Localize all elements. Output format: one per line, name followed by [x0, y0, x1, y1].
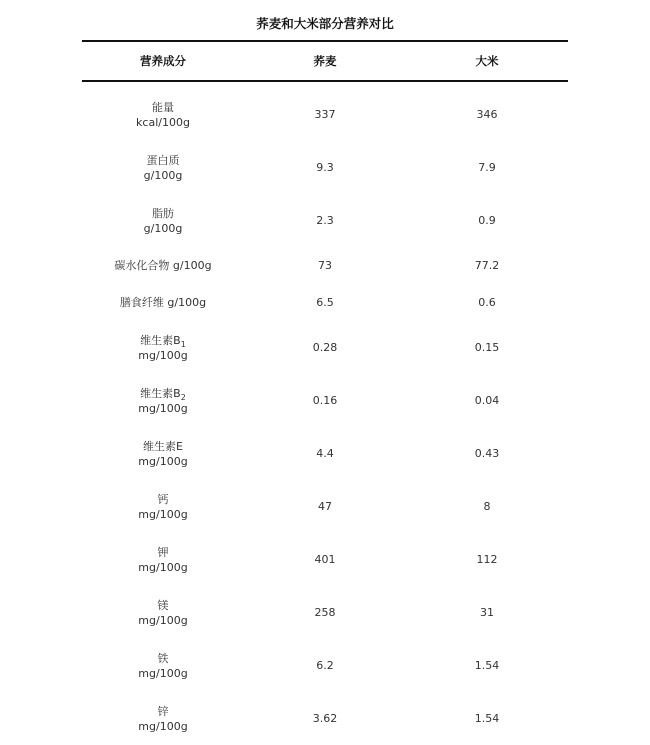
nutrient-unit: mg/100g — [138, 454, 188, 468]
nutrient-unit-line — [82, 221, 244, 236]
nutrient-unit-line — [82, 560, 244, 575]
nutrient-label-line — [82, 386, 244, 401]
header-buckwheat: 荞麦 — [313, 53, 337, 68]
rice-value: 0.6 — [478, 296, 496, 309]
nutrient-name: 维生素B — [140, 386, 181, 400]
nutrient-name-cell — [82, 295, 244, 310]
nutrient-unit: mg/100g — [138, 348, 188, 362]
page-title: 荞麦和大米部分营养对比 — [256, 16, 394, 31]
nutrient-unit: g/100g — [143, 168, 183, 182]
nutrient-name-cell — [82, 333, 244, 363]
rice-value: 346 — [476, 108, 498, 121]
rice-value: 8 — [483, 500, 491, 513]
nutrient-label-line — [82, 598, 244, 613]
nutrient-label-line — [82, 651, 244, 666]
nutrient-name-cell — [82, 258, 244, 273]
table-row — [82, 321, 568, 374]
nutrient-label-line — [82, 153, 244, 168]
rice-value: 1.54 — [474, 659, 500, 672]
nutrient-name: 蛋白质 — [146, 153, 180, 167]
nutrient-name-cell — [82, 100, 244, 130]
rice-value: 0.9 — [478, 214, 496, 227]
nutrient-name: 钙 — [157, 492, 169, 506]
header-rice: 大米 — [475, 53, 499, 68]
buckwheat-value: 6.2 — [316, 659, 334, 672]
nutrient-unit: g/100g — [167, 296, 207, 309]
buckwheat-value: 0.28 — [312, 341, 338, 354]
nutrient-name-cell — [82, 598, 244, 628]
nutrient-unit-line — [82, 507, 244, 522]
nutrient-unit: mg/100g — [138, 401, 188, 415]
nutrient-unit: mg/100g — [138, 507, 188, 521]
buckwheat-value: 337 — [314, 108, 336, 121]
buckwheat-value: 9.3 — [316, 161, 334, 174]
rice-value: 0.04 — [474, 394, 500, 407]
nutrient-label-line — [82, 100, 244, 115]
rice-value: 77.2 — [474, 259, 500, 272]
nutrient-unit: mg/100g — [138, 560, 188, 574]
table-row — [82, 374, 568, 427]
nutrient-unit-line — [82, 666, 244, 681]
nutrient-name: 铁 — [157, 651, 169, 665]
nutrient-unit: kcal/100g — [136, 115, 190, 129]
nutrient-name: 维生素B — [140, 333, 181, 347]
buckwheat-value: 73 — [318, 259, 332, 272]
table-row — [82, 194, 568, 247]
buckwheat-value: 0.16 — [312, 394, 338, 407]
buckwheat-value: 2.3 — [316, 214, 334, 227]
nutrient-label-line — [82, 492, 244, 507]
table-row — [82, 533, 568, 586]
nutrient-unit: g/100g — [143, 221, 183, 235]
rice-value: 7.9 — [478, 161, 496, 174]
buckwheat-value: 3.62 — [312, 712, 338, 725]
nutrient-name-cell — [82, 704, 244, 734]
nutrient-name: 维生素E — [143, 439, 183, 453]
table-row — [82, 427, 568, 480]
nutrient-label-line — [82, 258, 244, 273]
nutrient-label-line — [82, 439, 244, 454]
nutrition-table — [82, 40, 568, 745]
nutrient-name: 能量 — [152, 100, 174, 114]
table-row — [82, 284, 568, 321]
buckwheat-value: 401 — [314, 553, 336, 566]
buckwheat-value: 6.5 — [316, 296, 334, 309]
nutrient-subscript: 1 — [180, 339, 186, 349]
rice-value: 0.15 — [474, 341, 500, 354]
nutrient-unit: mg/100g — [138, 613, 188, 627]
rice-value: 31 — [480, 606, 494, 619]
table-row — [82, 141, 568, 194]
header-nutrient: 营养成分 — [140, 53, 186, 68]
table-row — [82, 639, 568, 692]
nutrient-name-cell — [82, 386, 244, 416]
nutrient-unit: g/100g — [172, 259, 212, 272]
rice-value: 1.54 — [474, 712, 500, 725]
buckwheat-value: 258 — [314, 606, 336, 619]
nutrient-subscript: 2 — [180, 392, 186, 402]
buckwheat-value: 47 — [318, 500, 332, 513]
nutrient-unit-line — [82, 401, 244, 416]
nutrient-name: 钾 — [157, 545, 169, 559]
nutrient-name-cell — [82, 206, 244, 236]
nutrient-name: 碳水化合物 — [114, 259, 170, 272]
table-body — [82, 82, 568, 745]
table-row — [82, 88, 568, 141]
nutrient-label-line — [82, 333, 244, 348]
nutrient-unit-line — [82, 168, 244, 183]
table-row — [82, 586, 568, 639]
nutrient-name-cell — [82, 545, 244, 575]
nutrient-unit-line — [82, 454, 244, 469]
nutrient-unit-line — [82, 613, 244, 628]
table-header-row — [82, 42, 568, 80]
nutrient-name-cell — [82, 439, 244, 469]
table-row — [82, 480, 568, 533]
nutrient-name: 锌 — [157, 704, 169, 718]
nutrient-label-line — [82, 545, 244, 560]
table-row — [82, 247, 568, 284]
nutrient-name: 脂肪 — [152, 206, 174, 220]
nutrient-unit: mg/100g — [138, 666, 188, 680]
nutrient-label-line — [82, 295, 244, 310]
nutrient-name: 膳食纤维 — [119, 296, 164, 309]
nutrient-unit-line — [82, 115, 244, 130]
nutrient-name: 镁 — [157, 598, 169, 612]
nutrient-label-line — [82, 704, 244, 719]
nutrient-name-cell — [82, 651, 244, 681]
nutrient-label-line — [82, 206, 244, 221]
nutrient-unit-line — [82, 348, 244, 363]
nutrient-name-cell — [82, 153, 244, 183]
nutrient-name-cell — [82, 492, 244, 522]
rice-value: 0.43 — [474, 447, 500, 460]
nutrient-unit: mg/100g — [138, 719, 188, 733]
table-row — [82, 692, 568, 745]
buckwheat-value: 4.4 — [316, 447, 334, 460]
rice-value: 112 — [476, 553, 498, 566]
nutrient-unit-line — [82, 719, 244, 734]
